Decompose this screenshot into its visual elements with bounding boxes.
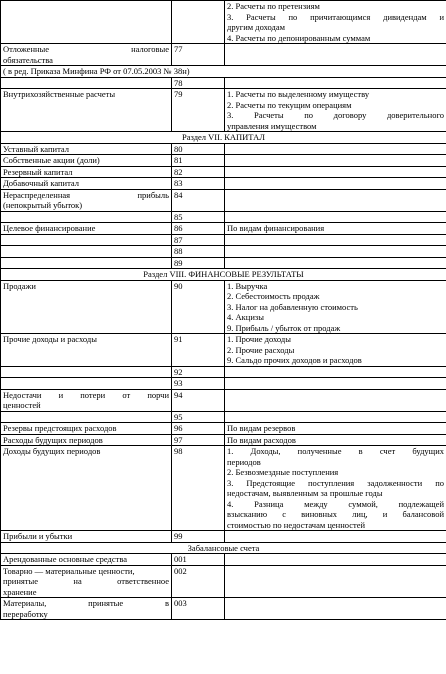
account-code: 96 — [172, 423, 225, 435]
table-row — [1, 411, 446, 423]
section-header-row — [1, 269, 446, 281]
subaccount-line: 4. Расчеты по депонированным суммам — [227, 32, 371, 43]
account-name-cell — [1, 366, 172, 378]
account-name-cell — [1, 1, 172, 44]
subaccount-cell — [225, 143, 446, 155]
table-row — [1, 77, 446, 89]
subaccount-cell — [225, 554, 446, 566]
account-name-cell — [1, 77, 172, 89]
account-name-cell — [1, 211, 172, 223]
account-name-cell — [1, 246, 172, 258]
subaccount-line: 1. Прочие доходы — [227, 334, 291, 344]
subaccount-line: стоимостью по недостачам ценностей — [227, 519, 366, 530]
account-code: 91 — [172, 334, 225, 367]
account-name-cell — [1, 257, 172, 269]
subaccount-cell — [225, 565, 446, 598]
account-name-line: хранение — [3, 586, 37, 597]
subaccount-line: управления имуществом — [227, 120, 317, 131]
table-row — [1, 531, 446, 543]
table-row — [1, 246, 446, 258]
account-name: Прибыли и убытки — [1, 531, 172, 543]
subaccount-line: взысканию с виновных лиц, и балансовой — [227, 509, 444, 519]
account-code: 002 — [172, 565, 225, 598]
account-code: 84 — [172, 189, 225, 211]
account-code: 79 — [172, 89, 225, 132]
section-title: Забалансовые счета — [1, 542, 446, 554]
subaccount-line: 2. Прочие расходы — [227, 344, 295, 355]
table-row — [1, 44, 446, 66]
subaccount-line: 1. Выручка — [227, 280, 268, 291]
subaccount-cell — [225, 531, 446, 543]
table-row — [1, 89, 446, 132]
subaccount-line: 9. Прибыль / убыток от продаж — [227, 322, 341, 333]
account-name-cell — [1, 234, 172, 246]
table-row — [1, 155, 446, 167]
section-header-row — [1, 542, 446, 554]
account-code: 77 — [172, 44, 225, 66]
edit-note-row — [1, 66, 446, 78]
account-name: Добавочный капитал — [1, 178, 172, 190]
table-row — [1, 1, 446, 44]
subaccount-cell — [225, 334, 446, 367]
account-name-cell — [1, 565, 172, 598]
table-row — [1, 366, 446, 378]
account-name-cell — [1, 189, 172, 211]
table-row — [1, 554, 446, 566]
account-code: 001 — [172, 554, 225, 566]
section-header-row — [1, 132, 446, 144]
table-row — [1, 211, 446, 223]
account-code-cell — [172, 1, 225, 44]
table-row — [1, 257, 446, 269]
subaccount-detail: По видам финансирования — [225, 223, 446, 235]
table-row — [1, 178, 446, 190]
subaccount-cell — [225, 246, 446, 258]
table-row — [1, 378, 446, 390]
account-name-line: Материалы, принятые в — [3, 598, 169, 608]
subaccount-cell — [225, 89, 446, 132]
account-code: 89 — [172, 257, 225, 269]
account-code: 86 — [172, 223, 225, 235]
section-title: Раздел VII. КАПИТАЛ — [1, 132, 446, 144]
section-title: Раздел VIII. ФИНАНСОВЫЕ РЕЗУЛЬТАТЫ — [1, 269, 446, 281]
account-code: 81 — [172, 155, 225, 167]
subaccount-line: 3. Расчеты по договору доверительного — [227, 110, 444, 120]
account-code: 78 — [172, 77, 225, 89]
subaccount-detail: По видам резервов — [225, 423, 446, 435]
account-code: 82 — [172, 166, 225, 178]
account-name-line: Товарно — материальные ценности, — [3, 565, 135, 576]
table-row — [1, 189, 446, 211]
subaccount-cell — [225, 1, 446, 44]
account-name-line: Отложенные налоговые — [3, 44, 169, 54]
subaccount-line: 9. Сальдо прочих доходов и расходов — [227, 355, 362, 365]
table-row — [1, 389, 446, 411]
subaccount-line: 2. Расчеты по текущим операциям — [227, 99, 352, 110]
subaccount-line: 3. Налог на добавленную стоимость — [227, 301, 358, 312]
edit-note: ( в ред. Приказа Минфина РФ от 07.05.2003 № 38н) — [1, 66, 446, 78]
table-row — [1, 234, 446, 246]
account-name: Резервный капитал — [1, 166, 172, 178]
subaccount-line: 4. Акцизы — [227, 312, 264, 322]
account-name: Прочие доходы и расходы — [1, 334, 172, 367]
account-name: Уставный капитал — [1, 143, 172, 155]
account-code: 85 — [172, 211, 225, 223]
account-name: Расходы будущих периодов — [1, 434, 172, 446]
account-name-cell — [1, 411, 172, 423]
account-code: 80 — [172, 143, 225, 155]
subaccount-line: 2. Безвозмездные поступления — [227, 467, 339, 477]
account-name: Доходы будущих периодов — [1, 446, 172, 531]
account-name: Целевое финансирование — [1, 223, 172, 235]
account-code: 92 — [172, 366, 225, 378]
table-row — [1, 166, 446, 178]
account-code: 87 — [172, 234, 225, 246]
subaccount-cell — [225, 189, 446, 211]
account-name-cell — [1, 378, 172, 390]
subaccount-line: 3. Расчеты по причитающимся дивидендам и — [227, 11, 444, 22]
subaccount-line: 1. Доходы, полученные в счет будущих — [227, 446, 444, 456]
account-code: 99 — [172, 531, 225, 543]
account-name-line: ценностей — [3, 400, 41, 410]
account-code: 83 — [172, 178, 225, 190]
account-name-line: Нераспределенная прибыль — [3, 189, 169, 200]
account-code: 90 — [172, 280, 225, 334]
account-name-line: обязательства — [3, 54, 53, 65]
account-code: 003 — [172, 598, 225, 620]
subaccount-cell — [225, 44, 446, 66]
account-code: 95 — [172, 411, 225, 423]
subaccount-cell — [225, 211, 446, 223]
table-row — [1, 280, 446, 334]
account-name: Собственные акции (доли) — [1, 155, 172, 167]
subaccount-cell — [225, 166, 446, 178]
account-name-line: переработку — [3, 608, 48, 619]
account-code: 94 — [172, 389, 225, 411]
subaccount-cell — [225, 280, 446, 334]
subaccount-cell — [225, 366, 446, 378]
subaccount-line: 4. Разница между суммой, подлежащей — [227, 498, 444, 509]
subaccount-cell — [225, 257, 446, 269]
subaccount-cell — [225, 378, 446, 390]
account-name-line: (непокрытый убыток) — [3, 200, 83, 210]
subaccount-cell — [225, 446, 446, 531]
subaccount-cell — [225, 389, 446, 411]
table-row — [1, 223, 446, 235]
table-row — [1, 143, 446, 155]
account-name: Арендованные основные средства — [1, 554, 172, 566]
table-row — [1, 565, 446, 598]
account-name-line: принятые на ответственное — [3, 576, 169, 586]
table-row — [1, 434, 446, 446]
subaccount-line: недостачам, выявленным за прошлые годы — [227, 488, 383, 498]
account-name-line: Недостачи и потери от порчи — [3, 389, 169, 400]
subaccount-cell — [225, 598, 446, 620]
account-name: Продажи — [1, 280, 172, 334]
subaccount-line: другим доходам — [227, 22, 286, 32]
account-code: 98 — [172, 446, 225, 531]
subaccount-detail: По видам расходов — [225, 434, 446, 446]
account-code: 93 — [172, 378, 225, 390]
table-row — [1, 598, 446, 620]
account-name-cell — [1, 598, 172, 620]
subaccount-cell — [225, 155, 446, 167]
table-row — [1, 334, 446, 367]
subaccount-cell — [225, 77, 446, 89]
account-name-cell — [1, 389, 172, 411]
subaccount-line: периодов — [227, 456, 261, 467]
subaccount-line: 3. Предстоящие поступления задолженности по — [227, 477, 444, 488]
subaccount-cell — [225, 178, 446, 190]
account-name: Внутрихозяйственные расчеты — [1, 89, 172, 132]
subaccount-cell — [225, 234, 446, 246]
table-row — [1, 423, 446, 435]
subaccount-line: 1. Расчеты по выделенному имуществу — [227, 89, 370, 99]
account-name-cell — [1, 44, 172, 66]
table-row — [1, 446, 446, 531]
subaccount-line: 2. Расчеты по претензиям — [227, 1, 320, 11]
account-code: 97 — [172, 434, 225, 446]
subaccount-line: 2. Себестоимость продаж — [227, 291, 320, 301]
account-code: 88 — [172, 246, 225, 258]
account-name: Резервы предстоящих расходов — [1, 423, 172, 435]
subaccount-cell — [225, 411, 446, 423]
